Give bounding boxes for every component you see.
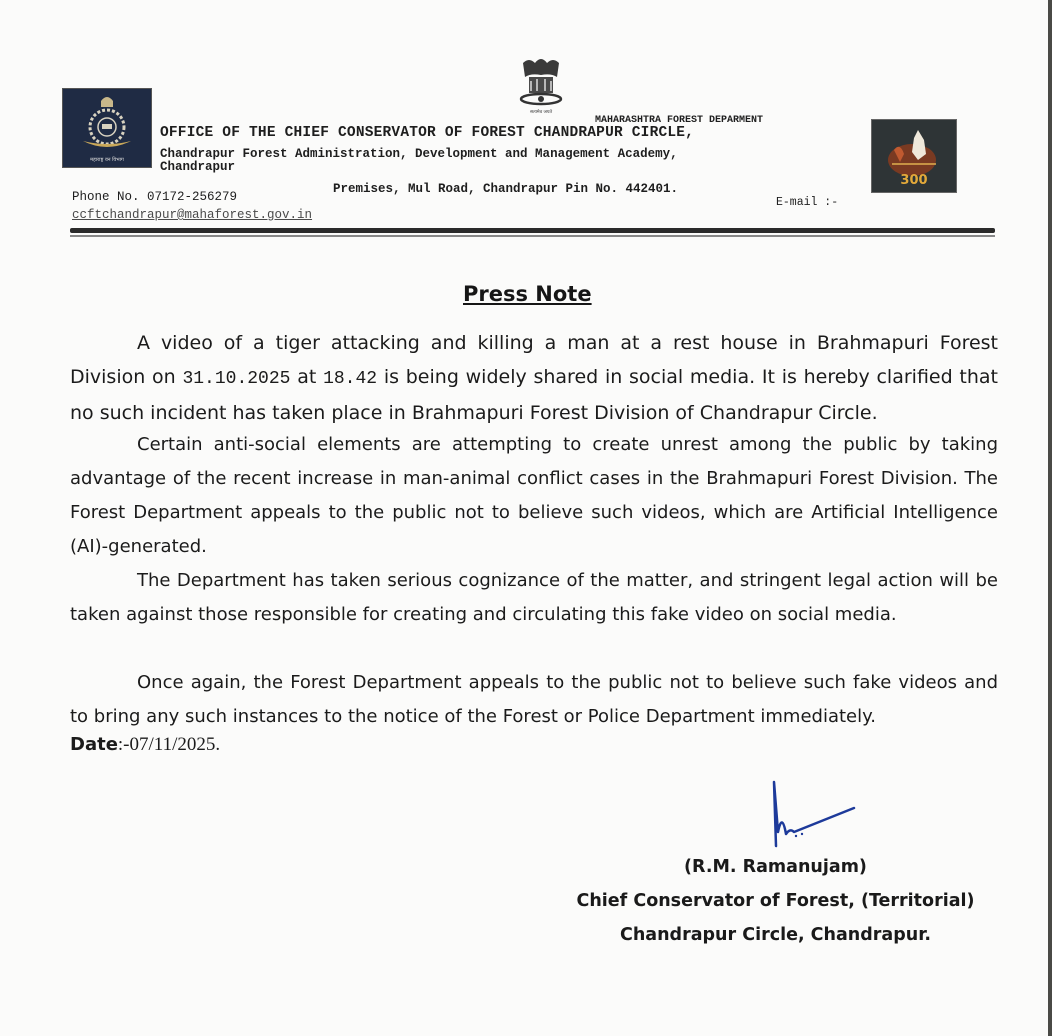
right-logo-caption: 300 — [900, 173, 928, 188]
scan-edge — [1048, 0, 1052, 1036]
paragraph-3-text: The Department has taken serious cognizance of the matter, and stringent legal action will be taken against those responsible for creating and circulating this fake video on social media. — [70, 570, 998, 625]
document-title: Press Note — [463, 282, 592, 306]
document-date — [70, 734, 220, 756]
incident-time: 18.42 — [323, 369, 378, 389]
paragraph-2-text: Certain anti-social elements are attempting to create unrest among the public by taking advantage of the recent increase in man-animal conflict cases in the Brahmapuri Forest Division. The Forest Department appeals to the public not to believe such videos, which are Artificial Intelligence (AI)-generated. — [70, 434, 998, 557]
emblem-caption: सत्यमेव जयते — [529, 110, 553, 115]
paragraph-4 — [70, 666, 998, 734]
email-label: E-mail :- — [776, 196, 839, 209]
incident-date: 31.10.2025 — [182, 369, 291, 389]
date-value: :-07/11/2025. — [117, 734, 221, 755]
header-rule — [70, 228, 995, 233]
paragraph-1-pre: A video of a tiger attacking and killing a man at a rest house in Brahmapuri Forest Division on — [70, 332, 998, 388]
signatory-designation: Chief Conservator of Forest, (Territorial) — [576, 891, 975, 911]
handwritten-signature — [760, 772, 860, 852]
paragraph-1-post: is being widely shared in social media. It is hereby clarified that no such incident has taken place in Brahmapuri Forest Division of Chandrapur Circle. — [70, 366, 998, 424]
signatory-name: (R.M. Ramanujam) — [684, 857, 867, 877]
address-line: Premises, Mul Road, Chandrapur Pin No. 442401. — [333, 182, 679, 196]
paragraph-1-mid: at — [290, 366, 324, 388]
department-name: MAHARASHTRA FOREST DEPARMENT — [595, 115, 764, 126]
paragraph-2 — [70, 428, 998, 564]
office-title: OFFICE OF THE CHIEF CONSERVATOR OF FOREST CHANDRAPUR CIRCLE, — [160, 125, 695, 141]
phone-number: Phone No. 07172-256279 — [72, 190, 238, 204]
signatory-block — [548, 850, 1003, 952]
paragraph-1 — [70, 326, 998, 430]
date-label: Date — [70, 734, 118, 755]
signatory-office: Chandrapur Circle, Chandrapur. — [619, 925, 931, 945]
academy-line: Chandrapur Forest Administration, Development and Management Academy, — [160, 147, 678, 161]
left-logo-caption: महाराष्ट्र वन विभाग — [90, 157, 124, 163]
forest-department-logo — [62, 88, 152, 168]
anniversary-logo — [871, 119, 957, 193]
header-rule-thin — [70, 235, 995, 237]
national-emblem-icon — [505, 55, 577, 117]
email-link[interactable]: ccftchandrapur@mahaforest.gov.in — [72, 208, 313, 222]
paragraph-4-text: Once again, the Forest Department appeals to the public not to believe such fake videos and to bring any such instances to the notice of the Forest or Police Department immediately. — [70, 672, 998, 727]
city-line: Chandrapur — [160, 160, 236, 174]
paragraph-3 — [70, 564, 998, 632]
